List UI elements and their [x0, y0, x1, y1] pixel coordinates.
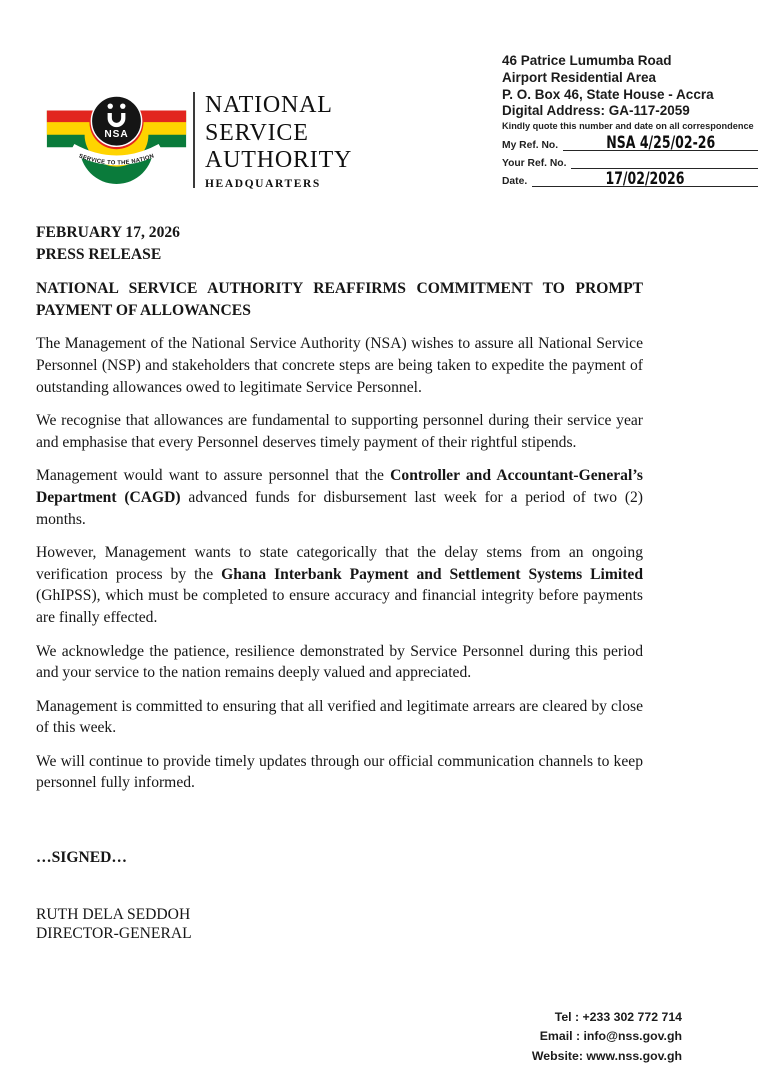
- paragraph-text: The Management of the National Service Authority (NSA) wishes to assure all National Service Personnel (NSP) and stakeholders that concrete steps are being taken to expedite the payment of outstanding allowances owed to legitimate Service Personnel.: [36, 335, 643, 396]
- footer-email: Email : info@nss.gov.gh: [539, 1029, 682, 1044]
- your-ref-underline: [571, 153, 758, 169]
- nsa-emblem-logo: [44, 93, 189, 188]
- address-block: [502, 53, 714, 120]
- release-title-line: NATIONAL SERVICE AUTHORITY REAFFIRMS COMMITMENT TO PROMPT: [36, 280, 643, 298]
- org-subtitle: HEADQUARTERS: [205, 177, 321, 190]
- my-ref-row: [502, 135, 758, 151]
- my-ref-label: My Ref. No.: [502, 140, 559, 151]
- date-value: 17/02/2026: [605, 169, 685, 188]
- paragraph-text: (GhIPSS), which must be completed to ensure accuracy and financial integrity before payments are finally effected.: [36, 587, 643, 626]
- release-date: FEBRUARY 17, 2026: [36, 224, 180, 241]
- emblem-nsa-text: NSA: [104, 129, 129, 141]
- paragraph-text: Management is committed to ensuring that all verified and legitimate arrears are cleared by close of this week.: [36, 697, 643, 737]
- address-line: Digital Address: GA-117-2059: [502, 103, 690, 119]
- body-paragraph: [36, 465, 643, 530]
- paragraph-text: We recognise that allowances are fundamental to supporting personnel during their service year and emphasise that every Personnel deserves timely payment of their rightful stipends.: [36, 412, 643, 451]
- paragraph-text: We will continue to provide timely updates through our official communication channels to keep personnel fully informed.: [36, 752, 643, 792]
- signatory-name: RUTH DELA SEDDOH: [36, 905, 191, 923]
- body-paragraph: [36, 696, 643, 739]
- letter-body: [36, 222, 643, 944]
- release-type: PRESS RELEASE: [36, 245, 162, 263]
- letterhead-divider: [193, 92, 195, 188]
- address-line: P. O. Box 46, State House - Accra: [502, 86, 714, 102]
- body-paragraph: [36, 410, 643, 453]
- body-paragraph: [36, 751, 643, 794]
- signed-line: …SIGNED…: [36, 849, 127, 867]
- release-title: [36, 278, 643, 321]
- footer-tel: Tel : +233 302 772 714: [554, 1010, 682, 1024]
- org-name-line: SERVICE: [205, 119, 309, 146]
- your-ref-label: Your Ref. No.: [502, 158, 567, 169]
- body-paragraph: [36, 641, 643, 684]
- contact-footer: [532, 1008, 682, 1066]
- address-line: Airport Residential Area: [502, 69, 657, 85]
- body-paragraph: [36, 542, 643, 628]
- paragraph-bold-text: Controller and Accountant-General’s Department (CAGD): [36, 467, 643, 506]
- signatory-title: DIRECTOR-GENERAL: [36, 925, 192, 943]
- date-row: [502, 171, 758, 187]
- reference-block: [502, 133, 758, 187]
- my-ref-underline: [563, 135, 758, 151]
- paragraph-text: advanced funds for disbursement last week for a period of two (2) months.: [36, 488, 644, 528]
- date-underline: [532, 171, 758, 187]
- your-ref-row: [502, 153, 758, 169]
- date-label: Date.: [502, 176, 528, 187]
- paragraph-text: We acknowledge the patience, resilience demonstrated by Service Personnel during this period and your service to the nation remains deeply valued and appreciated.: [36, 642, 643, 682]
- quote-note: Kindly quote this number and date on all correspondence: [502, 121, 754, 131]
- emblem-ribbon-text: SERVICE TO THE NATION: [77, 153, 156, 167]
- org-name-line: AUTHORITY: [205, 147, 353, 173]
- body-paragraph: [36, 333, 643, 398]
- release-title-line: PAYMENT OF ALLOWANCES: [36, 301, 251, 319]
- footer-website: Website: www.nss.gov.gh: [531, 1048, 682, 1063]
- paragraph-text: However, Management wants to state categorically that the delay stems from an ongoing verification process by the: [36, 544, 643, 583]
- my-ref-value: NSA 4/25/02-26: [606, 133, 716, 152]
- paragraph-text: Management would want to assure personnel that the: [36, 467, 391, 485]
- org-name-line: NATIONAL: [205, 92, 333, 118]
- address-line: 46 Patrice Lumumba Road: [502, 53, 672, 68]
- paragraph-bold-text: Ghana Interbank Payment and Settlement Systems Limited: [221, 565, 643, 583]
- org-name-block: [205, 92, 352, 190]
